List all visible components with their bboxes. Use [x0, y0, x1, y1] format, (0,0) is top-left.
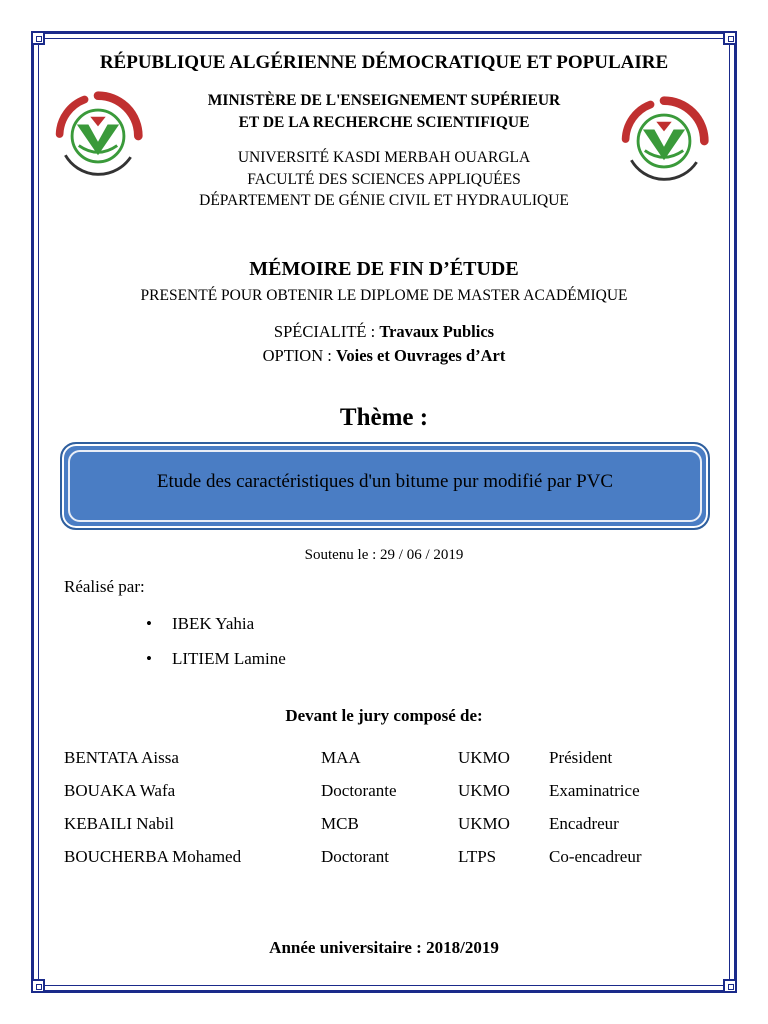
author-item: [146, 614, 254, 634]
jury-name: BOUAKA Wafa: [64, 781, 176, 800]
jury-name: BOUCHERBA Mohamed: [64, 847, 242, 866]
author-name: LITIEM Lamine: [172, 649, 286, 668]
jury-grade: MAA: [321, 748, 361, 767]
faculty-name: FACULTÉ DES SCIENCES APPLIQUÉES: [247, 170, 521, 188]
jury-title: Devant le jury composé de:: [285, 706, 483, 725]
option-line: [0, 346, 768, 366]
jury-institution: UKMO: [458, 781, 510, 800]
jury-institution: UKMO: [458, 814, 510, 833]
jury-name: BENTATA Aissa: [64, 748, 179, 767]
author-name: IBEK Yahia: [172, 614, 255, 633]
jury-role: Président: [549, 748, 613, 767]
university-name: UNIVERSITÉ KASDI MERBAH OUARGLA: [237, 149, 531, 166]
jury-role: Co-encadreur: [549, 847, 642, 866]
option-value: Voies et Ouvrages d’Art: [335, 346, 506, 365]
theme-heading: Thème :: [339, 404, 429, 431]
border-corner-ornament: [31, 31, 45, 45]
ministere-line-1: MINISTÈRE DE L'ENSEIGNEMENT SUPÉRIEUR: [207, 92, 561, 109]
realise-label: Réalisé par:: [64, 577, 145, 596]
jury-role: Examinatrice: [549, 781, 640, 800]
jury-name: KEBAILI Nabil: [64, 814, 175, 833]
memoire-title: MÉMOIRE DE FIN D’ÉTUDE: [249, 258, 519, 280]
jury-grade: MCB: [321, 814, 359, 833]
jury-role: Encadreur: [549, 814, 619, 833]
jury-grade: Doctorante: [321, 781, 397, 800]
annee-universitaire: Année universitaire : 2018/2019: [269, 938, 499, 957]
department-name: DÉPARTEMENT DE GÉNIE CIVIL ET HYDRAULIQUE: [199, 192, 569, 209]
soutenu-date: Soutenu le : 29 / 06 / 2019: [304, 547, 464, 563]
bullet-icon: •: [146, 649, 152, 668]
option-label: OPTION :: [262, 346, 336, 365]
specialite-label: SPÉCIALITÉ :: [273, 322, 380, 341]
jury-institution: UKMO: [458, 748, 510, 767]
university-seal-icon: [50, 88, 146, 184]
border-corner-ornament: [723, 31, 737, 45]
republique-heading: RÉPUBLIQUE ALGÉRIENNE DÉMOCRATIQUE ET POPULAIRE: [99, 52, 669, 73]
specialite-line: [0, 322, 768, 342]
memoire-subtitle: PRESENTÉ POUR OBTENIR LE DIPLOME DE MASTER ACADÉMIQUE: [140, 287, 628, 304]
jury-institution: LTPS: [458, 847, 497, 866]
university-seal-icon: [616, 93, 712, 189]
ministere-line-2: ET DE LA RECHERCHE SCIENTIFIQUE: [238, 114, 530, 131]
theme-box: [60, 442, 710, 530]
border-corner-ornament: [723, 979, 737, 993]
jury-grade: Doctorant: [321, 847, 389, 866]
bullet-icon: •: [146, 614, 152, 633]
border-corner-ornament: [31, 979, 45, 993]
theme-text: Etude des caractéristiques d'un bitume pur modifié par PVC: [156, 471, 614, 492]
author-item: [146, 649, 286, 669]
specialite-value: Travaux Publics: [379, 322, 495, 341]
